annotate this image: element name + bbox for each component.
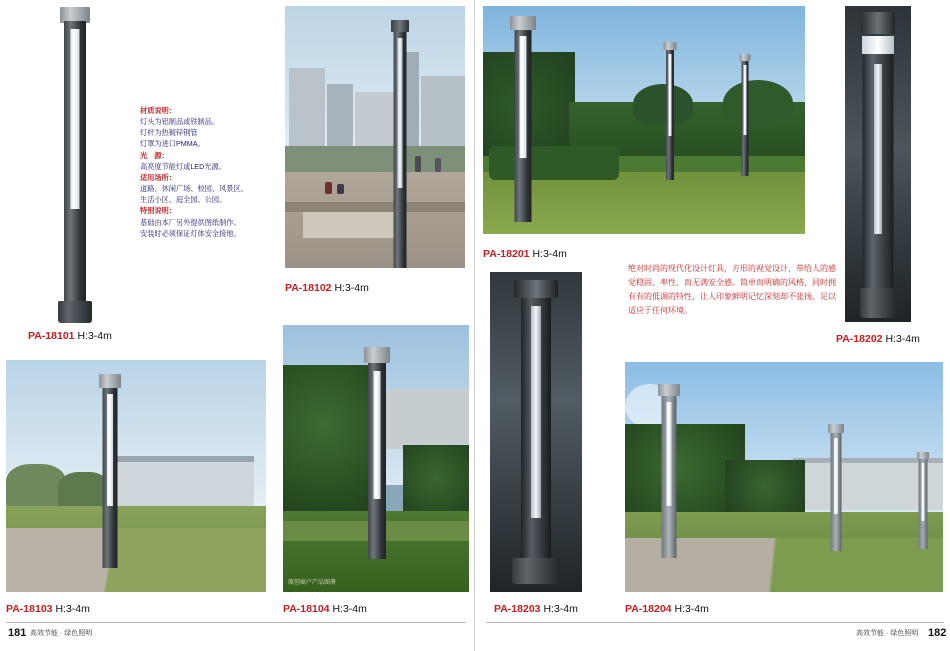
product-code: PA-18202 <box>836 333 883 345</box>
lamp-light-slot <box>398 38 403 188</box>
lamp-light-slot <box>107 394 113 506</box>
lamp-base <box>860 288 896 318</box>
caption-pa18103 <box>6 603 90 615</box>
lamp-drawing-pa18104 <box>355 347 399 561</box>
footer-divider-left <box>6 622 466 623</box>
lamp-drawing-pa18101 <box>40 5 110 325</box>
lamp-light-slot <box>669 54 672 136</box>
product-spec: H:3-4m <box>332 603 367 615</box>
lamp-drawing-pa18204-mid <box>821 424 851 552</box>
lamp-base <box>512 558 560 584</box>
caption-pa18201 <box>483 248 567 260</box>
lamp-cap <box>861 12 895 34</box>
caption-pa18203 <box>494 603 578 615</box>
spec-special-line-2: 安装时必须保证灯体安全接地。 <box>140 228 241 238</box>
product-spec: H:3-4m <box>543 603 578 615</box>
lamp-light-slot <box>922 463 925 521</box>
product-code: PA-18101 <box>28 330 75 342</box>
product-image-pa18101 <box>40 5 110 325</box>
footer-text-left: 高效节能 · 绿色照明 <box>30 630 93 637</box>
spec-text-block <box>140 105 272 239</box>
watermark-text: 原创商户产品图册 <box>288 580 337 586</box>
lamp-cap <box>664 42 677 50</box>
caption-pa18102 <box>285 282 369 294</box>
lamp-cap <box>828 424 844 433</box>
lamp-light-ring <box>862 36 894 54</box>
product-code: PA-18204 <box>625 603 672 615</box>
product-spec: H:3-4m <box>532 248 567 260</box>
lamp-drawing-pa18201-bg-2 <box>735 54 755 176</box>
product-photo-pa18204 <box>625 362 943 592</box>
lamp-cap <box>740 54 751 61</box>
product-photo-pa18202 <box>845 6 911 322</box>
lamp-light-slot <box>667 402 672 506</box>
product-code: PA-18104 <box>283 603 330 615</box>
spec-light-line-1: 高亮度节能灯或LED光源。 <box>140 161 226 171</box>
product-code: PA-18201 <box>483 248 530 260</box>
lamp-drawing-pa18204-near <box>649 384 689 560</box>
spec-light-heading: 光 源： <box>140 150 169 160</box>
lamp-drawing-pa18204-far <box>911 452 935 550</box>
lamp-drawing-pa18201-bg-1 <box>659 42 681 180</box>
product-spec: H:3-4m <box>885 333 920 345</box>
lamp-light-slot <box>744 65 747 135</box>
product-spec: H:3-4m <box>55 603 90 615</box>
spec-special-line-1: 基础由本厂另外提供图纸制作。 <box>140 217 241 227</box>
page-spine <box>474 0 475 651</box>
footer-divider-right <box>486 622 944 623</box>
spec-usage-line-1: 道路、休闲广场、校园、风景区。 <box>140 184 248 194</box>
spec-special-heading: 特别说明： <box>140 206 176 216</box>
spec-material-line-3: 灯罩为进口PMMA。 <box>140 139 205 149</box>
spec-material-line-2: 灯杆为热镀锌钢管 <box>140 128 198 138</box>
spec-usage-line-2: 生活小区、庭全园、公园。 <box>140 195 227 205</box>
product-photo-pa18103 <box>6 360 266 592</box>
lamp-drawing-pa18102 <box>381 20 419 266</box>
lamp-cap <box>99 374 121 388</box>
lamp-cap <box>510 16 536 30</box>
lamp-drawing-pa18203 <box>502 280 570 586</box>
folio-number-right: 182 <box>928 627 947 639</box>
product-photo-pa18102 <box>285 6 465 268</box>
lamp-drawing-pa18103 <box>90 374 130 570</box>
caption-pa18104 <box>283 603 367 615</box>
product-code: PA-18203 <box>494 603 541 615</box>
product-photo-pa18203 <box>490 272 582 592</box>
spec-material-line-1: 灯头为铝制品或铁制品。 <box>140 117 220 127</box>
spec-material-heading: 材质说明： <box>140 106 176 115</box>
product-code: PA-18103 <box>6 603 53 615</box>
product-spec: H:3-4m <box>77 330 112 342</box>
lamp-cap <box>658 384 680 396</box>
lamp-light-slot <box>834 438 838 514</box>
product-spec: H:3-4m <box>334 282 369 294</box>
lamp-light-slot <box>531 306 541 518</box>
folio-number-left: 181 <box>8 627 27 639</box>
lamp-base <box>58 301 92 323</box>
lamp-light-slot <box>71 29 80 209</box>
lamp-light-slot <box>520 36 527 158</box>
lamp-light-slot <box>874 64 882 234</box>
product-photo-pa18104 <box>283 325 469 592</box>
lamp-cap <box>917 452 929 459</box>
caption-pa18204 <box>625 603 709 615</box>
product-description: 绝对时尚的现代化设计灯具，方形的视觉设计，带给人的感觉稳固、率性、而无满安全感。简单而明确的风格，同时拥有有的低调的特性，让人印象鲜明记忆深刻却不张扬。足以适应于任何环境。 <box>628 264 836 315</box>
spec-usage-heading: 适用场所： <box>140 172 176 182</box>
caption-pa18202 <box>836 333 920 345</box>
caption-pa18101 <box>28 330 112 342</box>
lamp-cap <box>391 20 409 32</box>
footer-text-right: 高效节能 · 绿色照明 <box>856 630 919 637</box>
product-spec: H:3-4m <box>674 603 709 615</box>
lamp-light-slot <box>374 371 381 499</box>
product-code: PA-18102 <box>285 282 332 294</box>
lamp-drawing-pa18202 <box>853 12 903 320</box>
lamp-drawing-pa18201 <box>501 16 545 224</box>
product-photo-pa18201 <box>483 6 805 234</box>
lamp-cap <box>514 280 558 298</box>
lamp-cap <box>364 347 390 363</box>
